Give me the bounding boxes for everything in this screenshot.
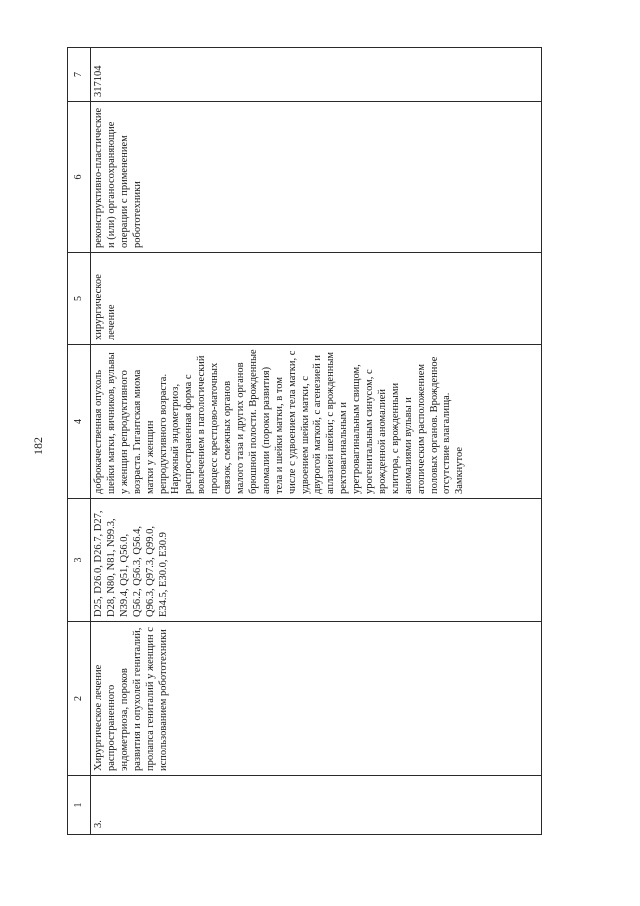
table-region <box>67 48 542 835</box>
header-row <box>68 48 91 835</box>
treatment-type: хирургическое лечение <box>91 253 542 345</box>
table-row <box>91 48 542 835</box>
treatment-table <box>67 48 542 835</box>
cost-value: 317104 <box>91 48 542 102</box>
row-number: 3. <box>91 776 542 835</box>
column-number-header: 1 <box>68 776 91 835</box>
diagnosis-codes: D25, D26.0, D26.7, D27, D28, N80, N81, N99.3, N39.4, Q51, Q56.0, Q56.2, Q56.3, Q56.4, Q96.3, Q97.3, Q99.0, E34.5, E30.0, E30.9 <box>91 499 542 622</box>
treatment-method: реконструктивно-пластические и (или) органосохраняющие операции с применением робототехники <box>91 102 542 253</box>
column-treatment-type-header: 5 <box>68 253 91 345</box>
patient-model: доброкачественная опухоль шейки матки, яичников, вульвы у женщин репродуктивного возраста. Гигантская миома матки у женщин репродуктивного возраста. Наружный эндометриоз, распространенная форма с вовлечением в патологический процесс крестцово-маточных связок, смежных органов малого таза и других органов брюшной полости. Врожденные аномалии (пороки развития) тела и шейки матки, в том числе с удвоением тела матки, с удвоением шейки матки, с двурогой маткой, с агенезией и аплазией шейки; с врожденным ректовагинальным и уретровагинальным свищом, урогенитальным синусом, с врожденной аномалией клитора, с врожденными аномалиями вульвы и атопическим расположением половых органов. Врожденное отсутствие влагалища. Замкнутое <box>91 345 542 499</box>
column-method-header: 6 <box>68 102 91 253</box>
column-model-header: 4 <box>68 345 91 499</box>
column-cost-header: 7 <box>68 48 91 102</box>
column-codes-header: 3 <box>68 499 91 622</box>
column-name-header: 2 <box>68 622 91 776</box>
page-number: 182 <box>31 437 45 455</box>
service-name: Хирургическое лечение распространенного эндометриоза, пороков развития и опухолей гениталий, пролапса гениталий у женщин с использованием робототехники <box>91 622 542 776</box>
